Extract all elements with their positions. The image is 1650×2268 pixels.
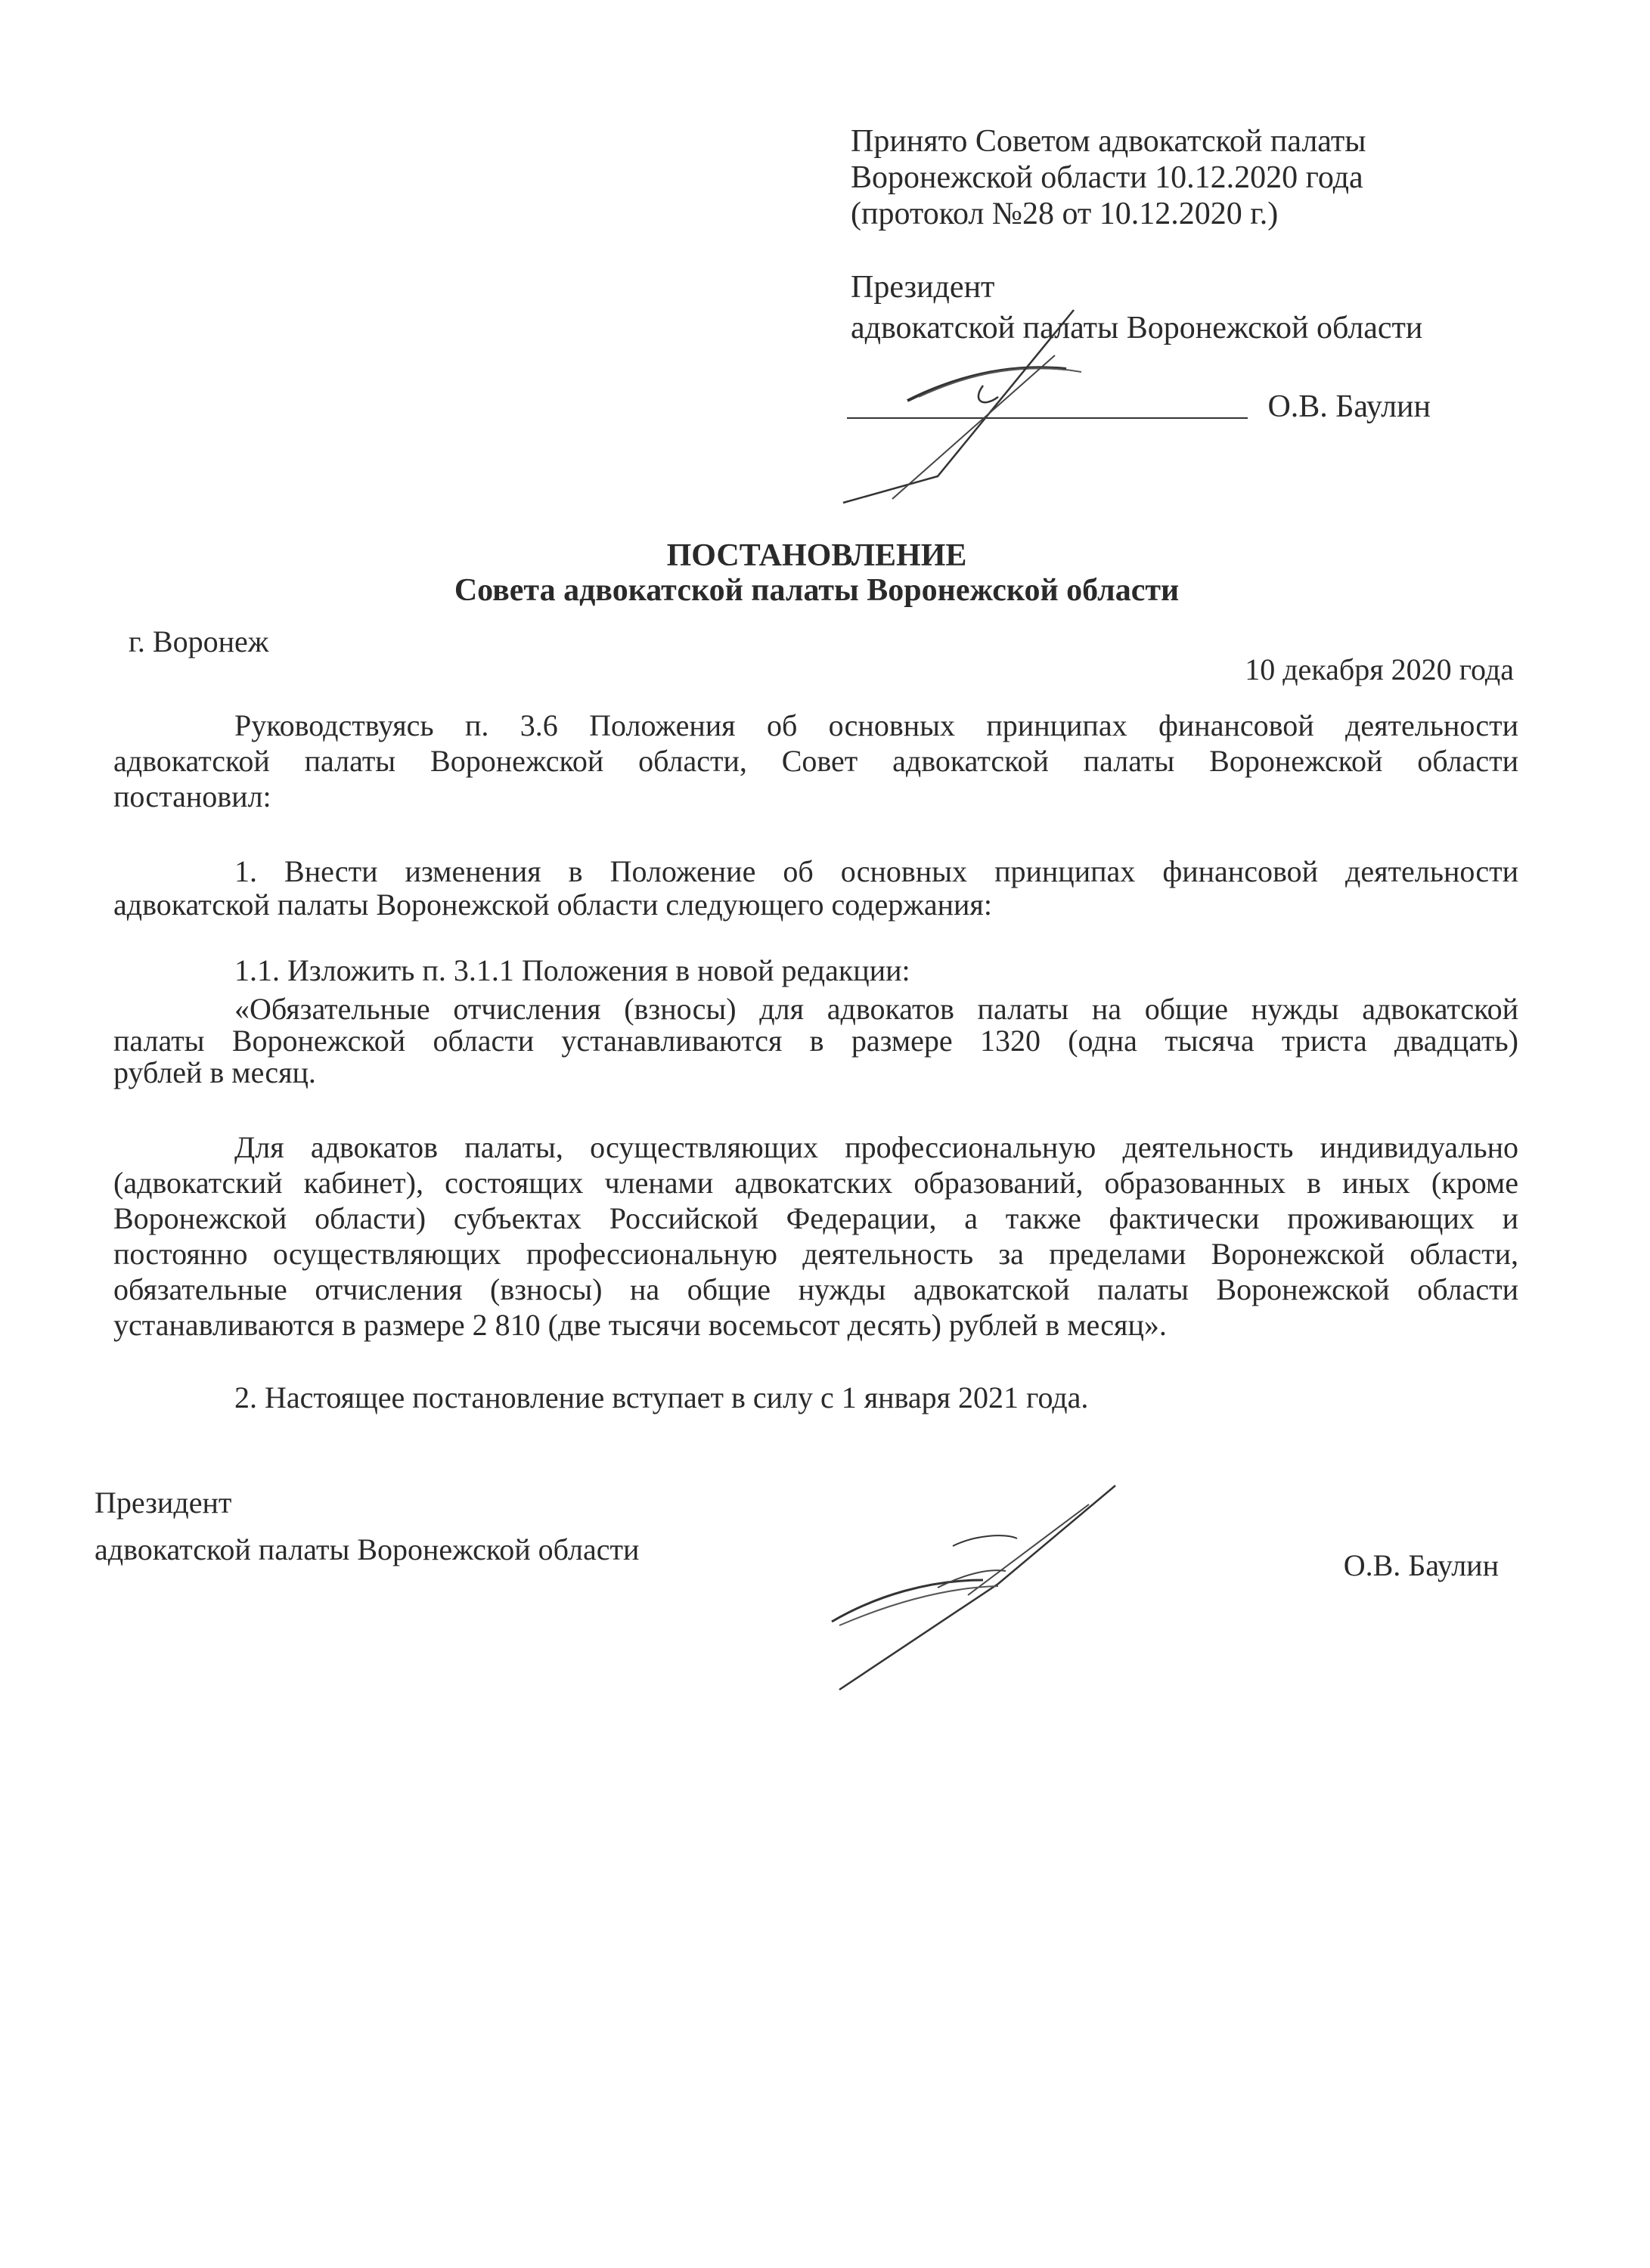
text-line: адвокатской палаты Воронежской области следующего содержания: — [113, 888, 992, 922]
text-line: постоянно осуществляющих профессиональную деятельность за пределами Воронежской области, — [113, 1237, 1518, 1271]
text-line: постановил: — [113, 779, 271, 813]
text-line: 1.1. Изложить п. 3.1.1 Положения в новой редакции: — [234, 953, 910, 987]
text-line: устанавливаются в размере 2 810 (две тысячи восемьсот десять) рублей в месяц». — [113, 1308, 1167, 1342]
text-line: Руководствуясь п. 3.6 Положения об основных принципах финансовой деятельности — [234, 708, 1518, 742]
text-line: Для адвокатов палаты, осуществляющих профессиональную деятельность индивидуально — [234, 1130, 1518, 1164]
text-line: Воронежской области) субъектах Российской Федерации, а также фактически проживающих и — [113, 1201, 1518, 1235]
text-line: (адвокатский кабинет), состоящих членами адвокатских образований, образованных в иных (кроме — [113, 1166, 1518, 1200]
text-line: 2. Настоящее постановление вступает в силу с 1 января 2021 года. — [234, 1380, 1089, 1414]
president-org: адвокатской палаты Воронежской области — [851, 311, 1423, 345]
text-line: обязательные отчисления (взносы) на общие нужды адвокатской палаты Воронежской области — [113, 1272, 1518, 1306]
text-line: 1. Внести изменения в Положение об основных принципах финансовой деятельности — [234, 854, 1518, 888]
signature-president-org: адвокатской палаты Воронежской области — [95, 1532, 640, 1566]
approval-line: Принято Советом адвокатской палаты — [851, 124, 1366, 159]
document-subtitle: Совета адвокатской палаты Воронежской области — [454, 573, 1180, 608]
document-title: ПОСТАНОВЛЕНИЕ — [666, 538, 967, 573]
text-line: рублей в месяц. — [113, 1055, 316, 1089]
text-line: палаты Воронежской области устанавливаются в размере 1320 (одна тысяча триста двадцать) — [113, 1024, 1518, 1058]
place: г. Воронеж — [129, 624, 269, 658]
signature-president-name: О.В. Баулин — [1343, 1548, 1499, 1582]
text-line: адвокатской палаты Воронежской области, Совет адвокатской палаты Воронежской области — [113, 744, 1518, 778]
approval-line: (протокол №28 от 10.12.2020 г.) — [851, 197, 1279, 231]
approval-line: Воронежской области 10.12.2020 года — [851, 160, 1363, 195]
date: 10 декабря 2020 года — [1245, 652, 1514, 686]
president-label: Президент — [851, 270, 995, 305]
text-line: «Обязательные отчисления (взносы) для адвокатов палаты на общие нужды адвокатской — [234, 992, 1518, 1026]
approval-president-name: О.В. Баулин — [1267, 389, 1431, 424]
signature-president-label: Президент — [95, 1486, 232, 1520]
